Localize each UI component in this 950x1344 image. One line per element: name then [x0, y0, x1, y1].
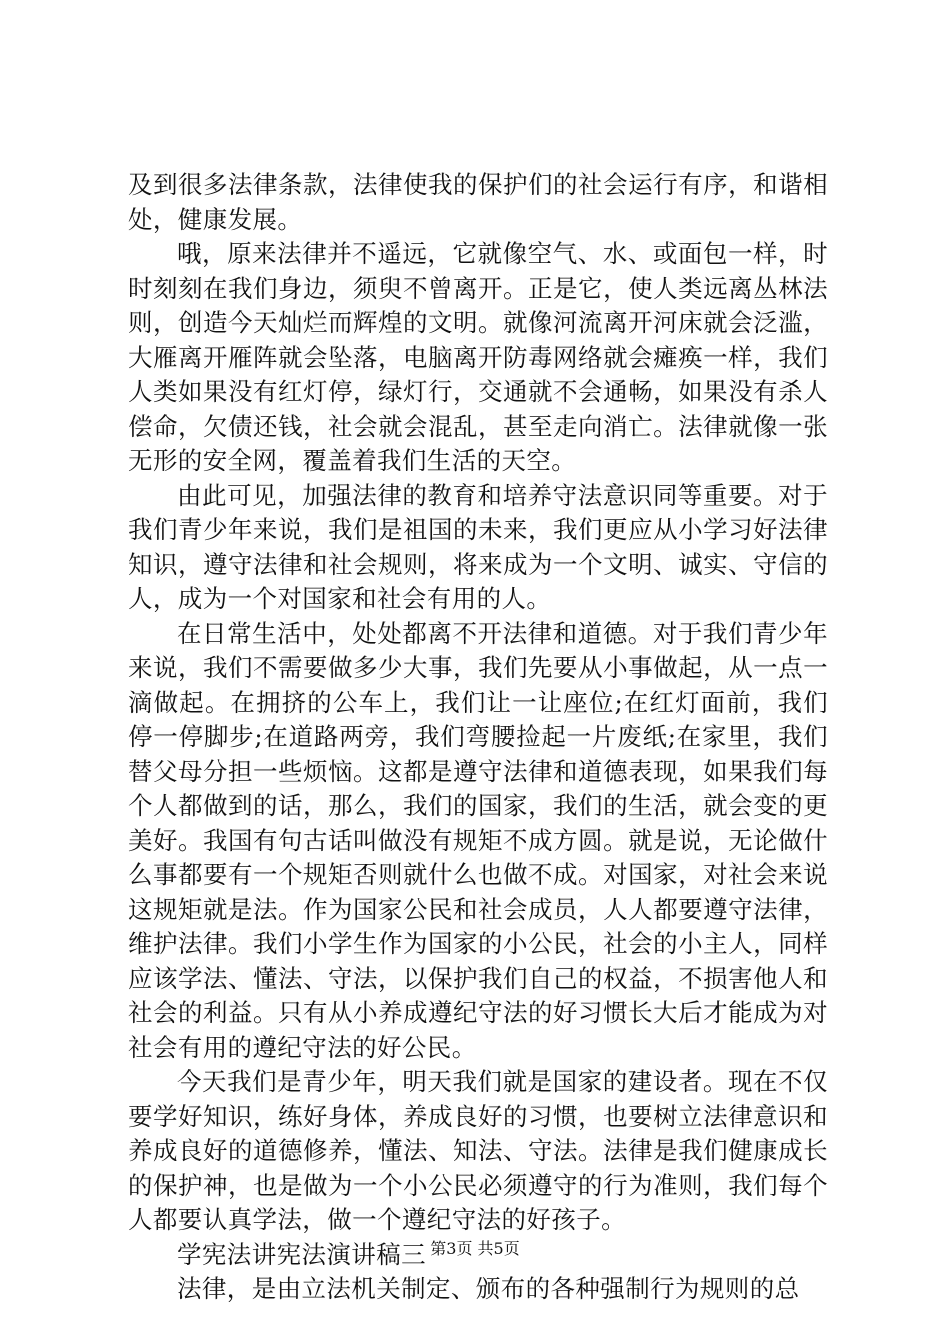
paragraph-1: 及到很多法律条款，法律使我的保护们的社会运行有序，和谐相处，健康发展。 [128, 170, 828, 234]
section-heading: 学宪法讲宪法演讲稿三 [177, 1239, 426, 1269]
paragraph-5: 今天我们是青少年，明天我们就是国家的建设者。现在不仅要学好知识，练好身体，养成良好的习惯，也要树立法律意识和养成良好的道德修养，懂法、知法、守法。法律是我们健康成长的保护神，也是做为一个小公民必须遵守的行为准则，我们每个人都要认真学法，做一个遵纪守法的好孩子。 [128, 1067, 828, 1234]
paragraph-6: 法律，是由立法机关制定、颁布的各种强制行为规则的总 [177, 1274, 800, 1303]
paragraph-2: 哦，原来法律并不遥远，它就像空气、水、或面包一样，时时刻刻在我们身边，须臾不曾离开。正是它，使人类远离丛林法则，创造今天灿烂而辉煌的文明。就像河流离开河床就会泛滥，大雁离开雁阵就会坠落，电脑离开防毒网络就会瘫痪一样，我们人类如果没有红灯停，绿灯行，交通就不会通畅，如果没有杀人偿命，欠债还钱，社会就会混乱，甚至走向消亡。法律就像一张无形的安全网，覆盖着我们生活的天空。 [128, 239, 828, 475]
document-body [128, 168, 828, 1307]
paragraph-3: 由此可见，加强法律的教育和培养守法意识同等重要。对于我们青少年来说，我们是祖国的未来，我们更应从小学习好法律知识，遵守法律和社会规则，将来成为一个文明、诚实、守信的人，成为一个对国家和社会有用的人。 [128, 480, 828, 613]
page-number-footer: 第3页 共5页 [430, 1239, 520, 1258]
paragraph-4: 在日常生活中，处处都离不开法律和道德。对于我们青少年来说，我们不需要做多少大事，我们先要从小事做起，从一点一滴做起。在拥挤的公车上，我们让一让座位;在红灯面前，我们停一停脚步;在道路两旁，我们弯腰捡起一片废纸;在家里，我们替父母分担一些烦恼。这都是遵守法律和道德表现，如果我们每个人都做到的话，那么，我们的国家，我们的生活，就会变的更美好。我国有句古话叫做没有规矩不成方圆。就是说，无论做什么事都要有一个规矩否则就什么也做不成。对国家，对社会来说这规矩就是法。作为国家公民和社会成员，人人都要遵守法律，维护法律。我们小学生作为国家的小公民，社会的小主人，同样应该学法、懂法、守法，以保护我们自己的权益，不损害他人和社会的利益。只有从小养成遵纪守法的好习惯长大后才能成为对社会有用的遵纪守法的好公民。 [128, 618, 828, 1062]
